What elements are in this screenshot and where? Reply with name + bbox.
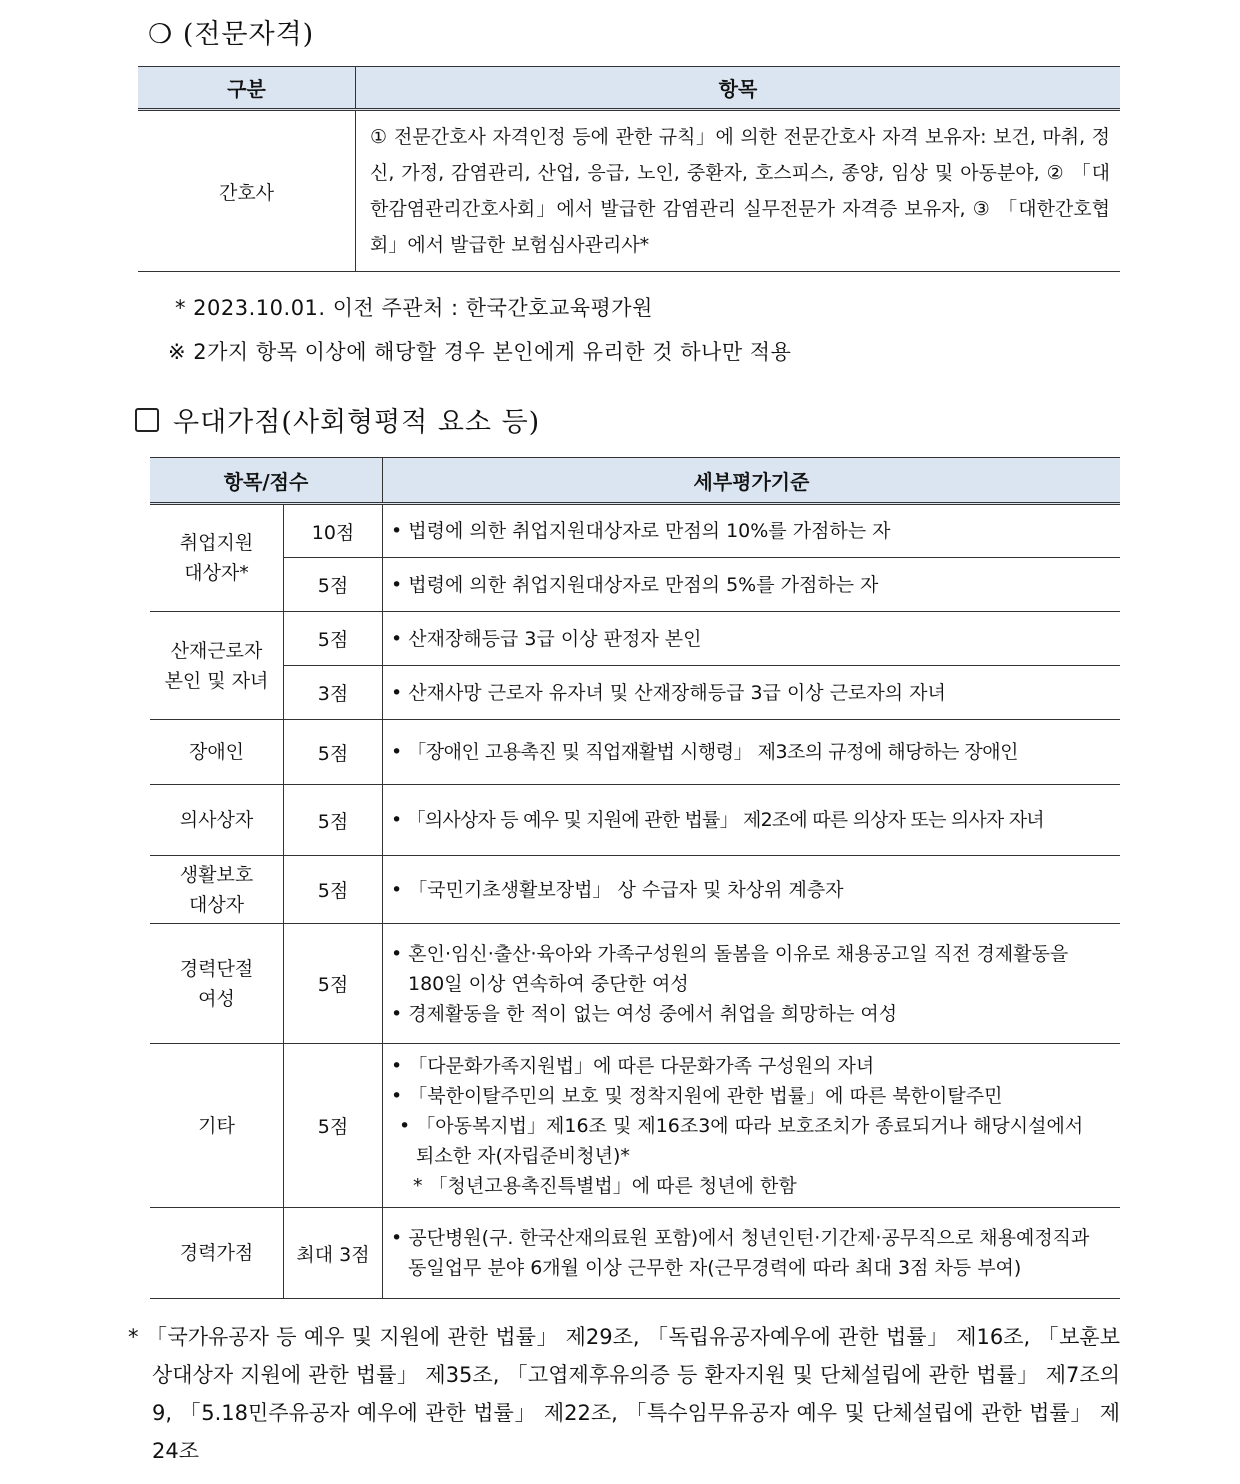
criteria-cell: • 「의사상자 등 예우 및 지원에 관한 법률」 제2조에 따른 의상자 또는 의사자 자녀: [383, 785, 1121, 856]
section1-title: (전문자격): [182, 19, 315, 50]
criteria-line: • 「북한이탈주민의 보호 및 정착지원에 관한 법률」에 따른 북한이탈주민: [391, 1084, 1003, 1107]
row-label-others: 기타: [150, 1044, 284, 1208]
circle-bullet-icon: ❍: [148, 19, 174, 50]
table-row: [138, 110, 1120, 272]
row-label-welfare-recipient: 생활보호 대상자: [179, 863, 254, 916]
criteria-line: • 경제활동을 한 적이 없는 여성 중에서 취업을 희망하는 여성: [391, 1002, 898, 1025]
score-cell: 5점: [284, 720, 383, 785]
qualification-table: [138, 66, 1120, 272]
row-label-righteous: 의사상자: [150, 785, 284, 856]
score-cell: 10점: [284, 504, 383, 558]
section2-heading: [135, 400, 540, 439]
header-item-score: 항목/점수: [150, 458, 383, 504]
table-row: [150, 1044, 1120, 1208]
section1-heading: [148, 12, 314, 51]
row-label-career-points: 경력가점: [150, 1208, 284, 1299]
table-header-row: [138, 67, 1120, 110]
bonus-points-table: [150, 457, 1120, 1299]
table-header-row: [150, 458, 1120, 504]
score-cell: 3점: [284, 666, 383, 720]
row-label-career-break: 경력단절 여성: [179, 957, 254, 1010]
header-category: 구분: [138, 67, 356, 110]
criteria-line: • 혼인·임신·출산·육아와 가족구성원의 돌봄을 이유로 채용공고일 직전 경제활동을 180일 이상 연속하여 중단한 여성: [391, 942, 1069, 995]
row-label-employment-support: 취업지원 대상자*: [179, 532, 254, 584]
score-cell: 5점: [284, 558, 383, 612]
footnote-laws: * 「국가유공자 등 예우 및 지원에 관한 법률」 제29조, 「독립유공자예우에 관한 법률」 제16조, 「보훈보상대상자 지원에 관한 법률」 제35조, 「고엽제후유의증 등 환자지원 및 단체설립에 관한 법률」 제7조의9, 「5.18민주유공자 예우에 관한 법률」 제22조, 「특수임무유공자 예우 및 단체설립에 관한 법률」 제24조: [128, 1325, 1120, 1463]
table-row: [150, 720, 1120, 785]
section2-title: 우대가점(사회형평적 요소 등): [173, 407, 541, 438]
header-criteria: 세부평가기준: [383, 458, 1121, 504]
criteria-line: • 「다문화가족지원법」에 따른 다문화가족 구성원의 자녀: [391, 1054, 875, 1077]
score-cell: 5점: [284, 856, 383, 924]
criteria-cell: • 법령에 의한 취업지원대상자로 만점의 10%를 가점하는 자: [383, 504, 1121, 558]
criteria-cell: • 「국민기초생활보장법」 상 수급자 및 차상위 계층자: [383, 856, 1121, 924]
score-cell: 최대 3점: [284, 1208, 383, 1299]
criteria-cell: • 공단병원(구. 한국산재의료원 포함)에서 청년인턴·기간제·공무직으로 채용예정직과 동일업무 분야 6개월 이상 근무한 자(근무경력에 따라 최대 3점 차등 부여): [383, 1208, 1121, 1299]
score-cell: 5점: [284, 1044, 383, 1208]
table-row: [150, 504, 1120, 558]
criteria-cell: • 산재장해등급 3급 이상 판정자 본인: [383, 612, 1121, 666]
table-row: [150, 924, 1120, 1044]
criteria-cell: • 법령에 의한 취업지원대상자로 만점의 5%를 가점하는 자: [383, 558, 1121, 612]
table-row: [150, 1208, 1120, 1299]
criteria-cell: • 「장애인 고용촉진 및 직업재활법 시행령」 제3조의 규정에 해당하는 장애인: [383, 720, 1121, 785]
row-label-industrial-accident: 산재근로자 본인 및 자녀: [164, 639, 269, 692]
row-label-nurse: 간호사: [138, 110, 356, 272]
criteria-cell: • 산재사망 근로자 유자녀 및 산재장해등급 3급 이상 근로자의 자녀: [383, 666, 1121, 720]
note-previous-agency: * 2023.10.01. 이전 주관처 : 한국간호교육평가원: [175, 296, 653, 320]
note-apply-one: ※ 2가지 항목 이상에 해당할 경우 본인에게 유리한 것 하나만 적용: [168, 340, 792, 364]
row-label-disabled: 장애인: [150, 720, 284, 785]
table-row: [150, 558, 1120, 612]
table-row: [150, 666, 1120, 720]
criteria-line: • 「아동복지법」제16조 및 제16조3에 따라 보호조치가 종료되거나 해당시설에서 퇴소한 자(자립준비청년)*: [399, 1114, 1084, 1167]
checkbox-square-icon: [135, 408, 159, 432]
score-cell: 5점: [284, 924, 383, 1044]
header-item: 항목: [356, 67, 1121, 110]
table-row: [150, 785, 1120, 856]
table-row: [150, 856, 1120, 924]
score-cell: 5점: [284, 612, 383, 666]
table-row: [150, 612, 1120, 666]
row-content-nurse: ① 전문간호사 자격인정 등에 관한 규칙」에 의한 전문간호사 자격 보유자: 보건, 마취, 정신, 가정, 감염관리, 산업, 응급, 노인, 중환자, 호스피스, 종양, 임상 및 아동분야, ② 「대한감염관리간호사회」에서 발급한 감염관리 실무전문가 자격증 보유자, ③ 「대한간호협회」에서 발급한 보험심사관리사*: [356, 110, 1121, 272]
criteria-subnote: * 「청년고용촉진특별법」에 따른 청년에 한함: [413, 1174, 797, 1197]
score-cell: 5점: [284, 785, 383, 856]
